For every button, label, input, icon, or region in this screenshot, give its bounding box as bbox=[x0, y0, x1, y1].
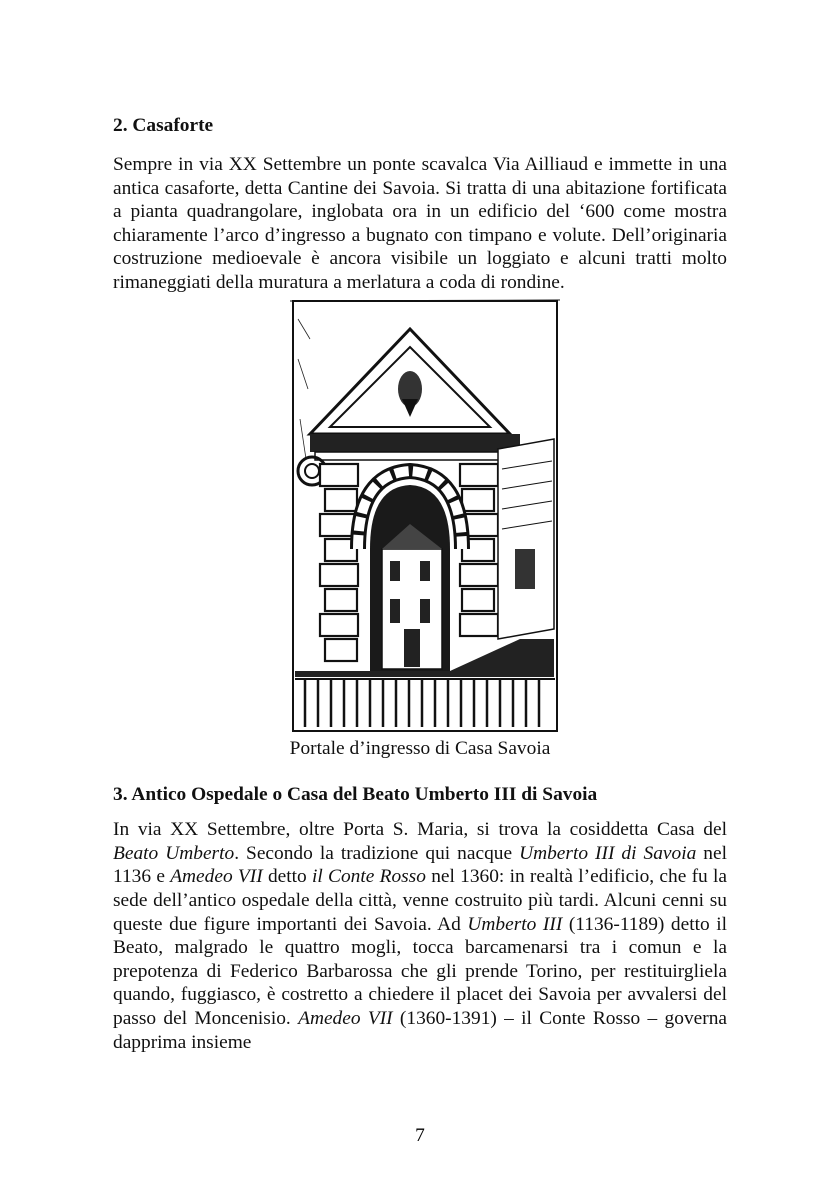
text-span: detto bbox=[262, 866, 312, 888]
page-body bbox=[113, 108, 727, 1054]
text-span: . Secondo la tradizione qui nacque bbox=[234, 842, 520, 864]
text-span: (1136-1189) detto il Beato, malgrado le quattro mogli, tocca barcamenarsi tra i comun e la prepotenza di Federico Barbarossa che gli prende Torino, per restituirgliela quando, fuggiasco, è costretto a chiedere il placet dei Savoia per avvalersi del passo del Moncenisio. bbox=[113, 913, 727, 1029]
italic-name: Amedeo VII bbox=[170, 866, 263, 888]
text-span: (1360-1391) – il Conte Rosso – governa dapprima insieme bbox=[113, 1007, 727, 1053]
portal-sketch-image bbox=[290, 299, 560, 735]
section-heading-ospedale: 3. Antico Ospedale o Casa del Beato Umberto III di Savoia bbox=[113, 784, 598, 806]
italic-name: Beato Umberto bbox=[113, 842, 235, 864]
text-span: nel 1136 e bbox=[113, 842, 727, 888]
section-heading-casaforte: 2. Casaforte bbox=[113, 115, 214, 136]
italic-name: il Conte Rosso bbox=[311, 866, 426, 888]
italic-name: Umberto III di Savoia bbox=[519, 842, 697, 864]
text-span: In via XX Settembre, oltre Porta S. Maria, si trova la cosiddetta Casa del bbox=[113, 819, 727, 841]
italic-name: Umberto III bbox=[467, 913, 563, 935]
page-number: 7 bbox=[415, 1125, 425, 1146]
paragraph-casaforte: Sempre in via XX Settembre un ponte scavalca Via Ailliaud e immette in una antica casaforte, detta Cantine dei Savoia. Si tratta di una abitazione fortificata a pianta quadrangolare, inglobata ora in un edificio del ‘600 come mostra chiaramente l’arco d’ingresso a bugnato con timpano e volute. Dell’originaria costruzione medioevale è ancora visibile un loggiato e alcuni tratti molto rimaneggiati della muratura a merlatura a coda di rondine. bbox=[113, 154, 727, 293]
figure-caption: Portale d’ingresso di Casa Savoia bbox=[289, 737, 551, 759]
paragraph-ospedale bbox=[113, 818, 727, 1054]
portal-sketch-drawing bbox=[290, 299, 560, 735]
figure-portale bbox=[113, 299, 727, 761]
text-span: nel 1360: in realtà l’edificio, che fu la sede dell’antico ospedale della città, venne costruito più tardi. Alcuni cenni su queste due figure importanti dei Savoia. Ad bbox=[113, 866, 727, 935]
italic-name: Amedeo VII bbox=[298, 1007, 393, 1029]
